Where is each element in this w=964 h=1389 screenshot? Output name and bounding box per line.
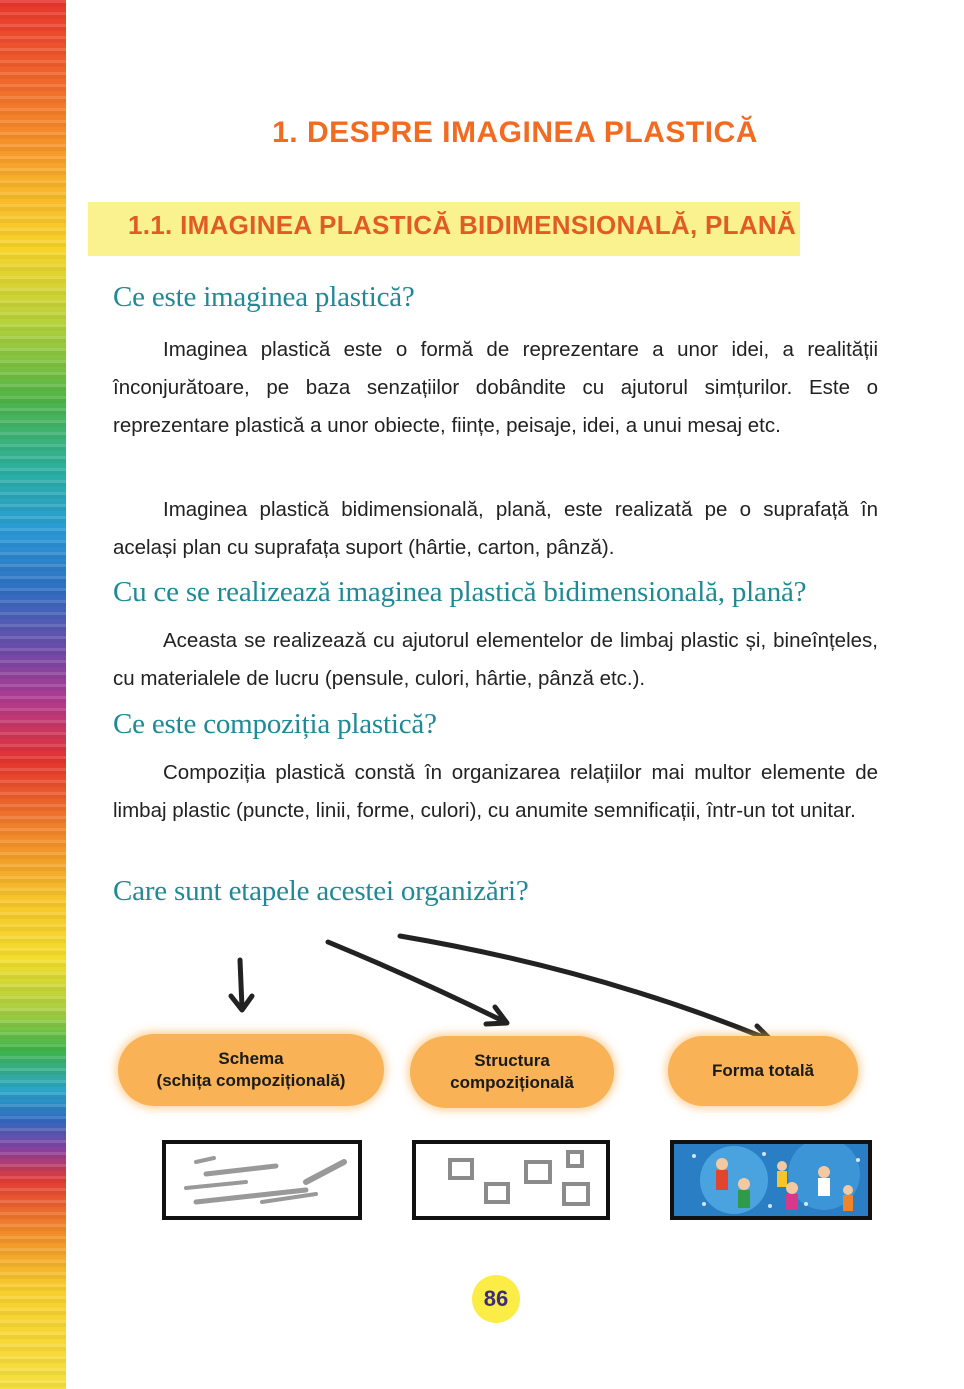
structure-frame xyxy=(412,1140,610,1220)
final-painting-frame xyxy=(670,1140,872,1220)
question-heading: Ce este imaginea plastică? xyxy=(113,281,415,313)
paragraph: Imaginea plastică bidimensională, plană, este realizată pe o suprafață în același plan cu suprafața suport (hârtie, carton, pânză). xyxy=(113,498,878,559)
stage-label: compozițională xyxy=(450,1073,574,1092)
stage-pill-structure xyxy=(410,1036,614,1108)
arrow-to-structure xyxy=(328,942,505,1022)
paragraph: Imaginea plastică este o formă de reprezentare a unor idei, a realității înconjurătoare, pe baza senzațiilor dobândite cu ajutorul simțurilor. Este o reprezentare plastică a unor obiecte, ființe, peisaje, idei, a unui mesaj etc. xyxy=(113,338,878,437)
arrow-to-forma xyxy=(400,936,770,1040)
chapter-title: 1. DESPRE IMAGINEA PLASTICĂ xyxy=(272,116,758,149)
sketch-frame xyxy=(162,1140,362,1220)
brush-strokes-sketch-icon xyxy=(166,1144,358,1216)
page-number: 86 xyxy=(483,1286,509,1311)
stage-label: Schema xyxy=(218,1049,284,1068)
colorful-painting-icon xyxy=(674,1144,868,1216)
question-heading: Ce este compoziția plastică? xyxy=(113,708,437,740)
stage-pill-schema xyxy=(118,1034,384,1106)
section-subtitle: 1.1. IMAGINEA PLASTICĂ BIDIMENSIONALĂ, PLANĂ xyxy=(128,210,797,240)
paragraph: Compoziția plastică constă în organizarea relațiilor mai multor elemente de limbaj plastic (puncte, linii, forme, culori), cu anumite semnificații, într-un tot unitar. xyxy=(113,761,878,822)
question-heading: Care sunt etapele acestei organizări? xyxy=(113,875,529,907)
question-heading: Cu ce se realizează imaginea plastică bidimensională, plană? xyxy=(113,576,807,608)
stage-label: Forma totală xyxy=(711,1061,815,1080)
stage-label: Structura xyxy=(474,1051,550,1070)
squares-structure-icon xyxy=(416,1144,606,1216)
arrow-down xyxy=(240,960,242,1008)
stage-label: (schița compozițională) xyxy=(156,1071,346,1090)
page-number-badge xyxy=(472,1275,520,1323)
paragraph: Aceasta se realizează cu ajutorul elementelor de limbaj plastic și, bineînțeles, cu materialele de lucru (pensule, culori, hârtie, pânză etc.). xyxy=(113,629,878,690)
stage-pill-forma xyxy=(668,1036,858,1106)
